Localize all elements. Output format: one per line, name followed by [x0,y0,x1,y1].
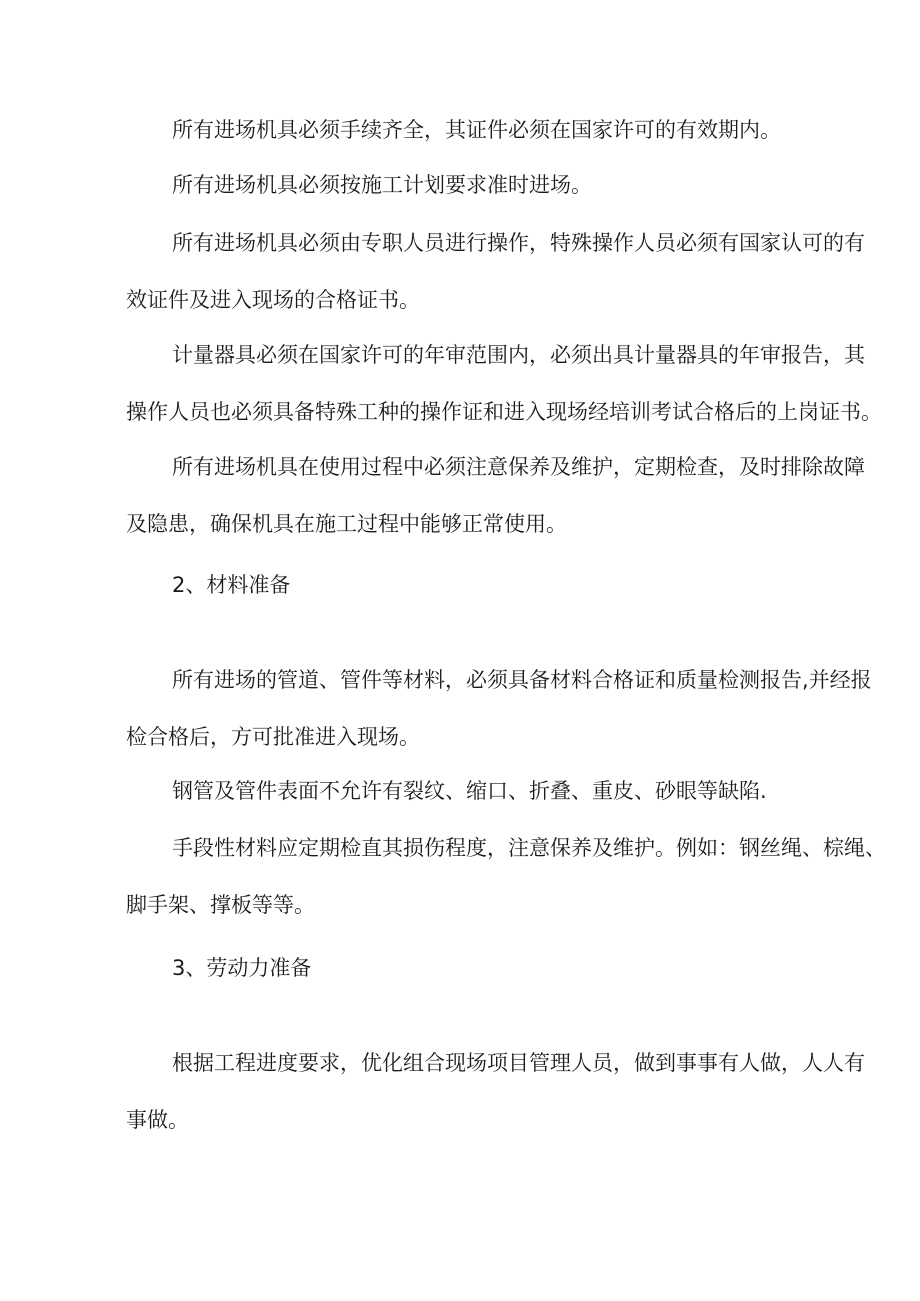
paragraph-equipment-schedule [126,170,846,201]
text-line: 检合格后，方可批准进入现场。 [126,725,420,749]
text-line: 根据工程进度要求，优化组合现场项目管理人员，做到事事有人做，人人有 [172,1051,865,1075]
text-line: 及隐患，确保机具在施工过程中能够正常使用。 [126,512,567,536]
text-line: 事做。 [126,1108,189,1132]
text-line: 所有进场机具必须按施工计划要求准时进场。 [172,173,592,197]
heading-labor [172,953,892,984]
paragraph-equipment-maintenance [126,452,865,540]
text-line: 操作人员也必须具备特殊工种的操作证和进入现场经培训考试合格后的上岗证书。 [126,400,882,424]
paragraph-equipment-operators [126,228,865,316]
paragraph-measuring-instruments [126,340,882,428]
text-line: 手段性材料应定期检直其损伤程度，注意保养及维护。例如：钢丝绳、棕绳、 [172,836,886,860]
text-line: 所有进场机具在使用过程中必须注意保养及维护，定期检查，及时排除故障 [172,455,865,479]
text-line: 所有进场机具必须手续齐全，其证件必须在国家许可的有效期内。 [172,118,781,142]
heading-materials [172,570,892,601]
heading-text: 2、材料准备 [172,573,291,597]
heading-text: 3、劳动力准备 [172,956,312,980]
paragraph-tool-materials [126,833,886,921]
text-line: 所有进场机具必须由专职人员进行操作，特殊操作人员必须有国家认可的有 [172,231,865,255]
text-line: 脚手架、撑板等等。 [126,893,315,917]
paragraph-labor-organization [126,1048,865,1136]
paragraph-materials-inspection [126,665,872,753]
text-line: 计量器具必须在国家许可的年审范围内，必须出具计量器具的年审报告，其 [172,343,865,367]
text-line: 钢管及管件表面不允许有裂纹、缩口、折叠、重皮、砂眼等缺陷. [172,779,767,803]
paragraph-equipment-certificates [126,115,846,146]
text-line: 效证件及进入现场的合格证书。 [126,288,420,312]
text-line: 所有进场的管道、管件等材料，必须具备材料合格证和质量检测报告,并经报 [172,668,872,692]
paragraph-pipe-defects [126,776,846,807]
